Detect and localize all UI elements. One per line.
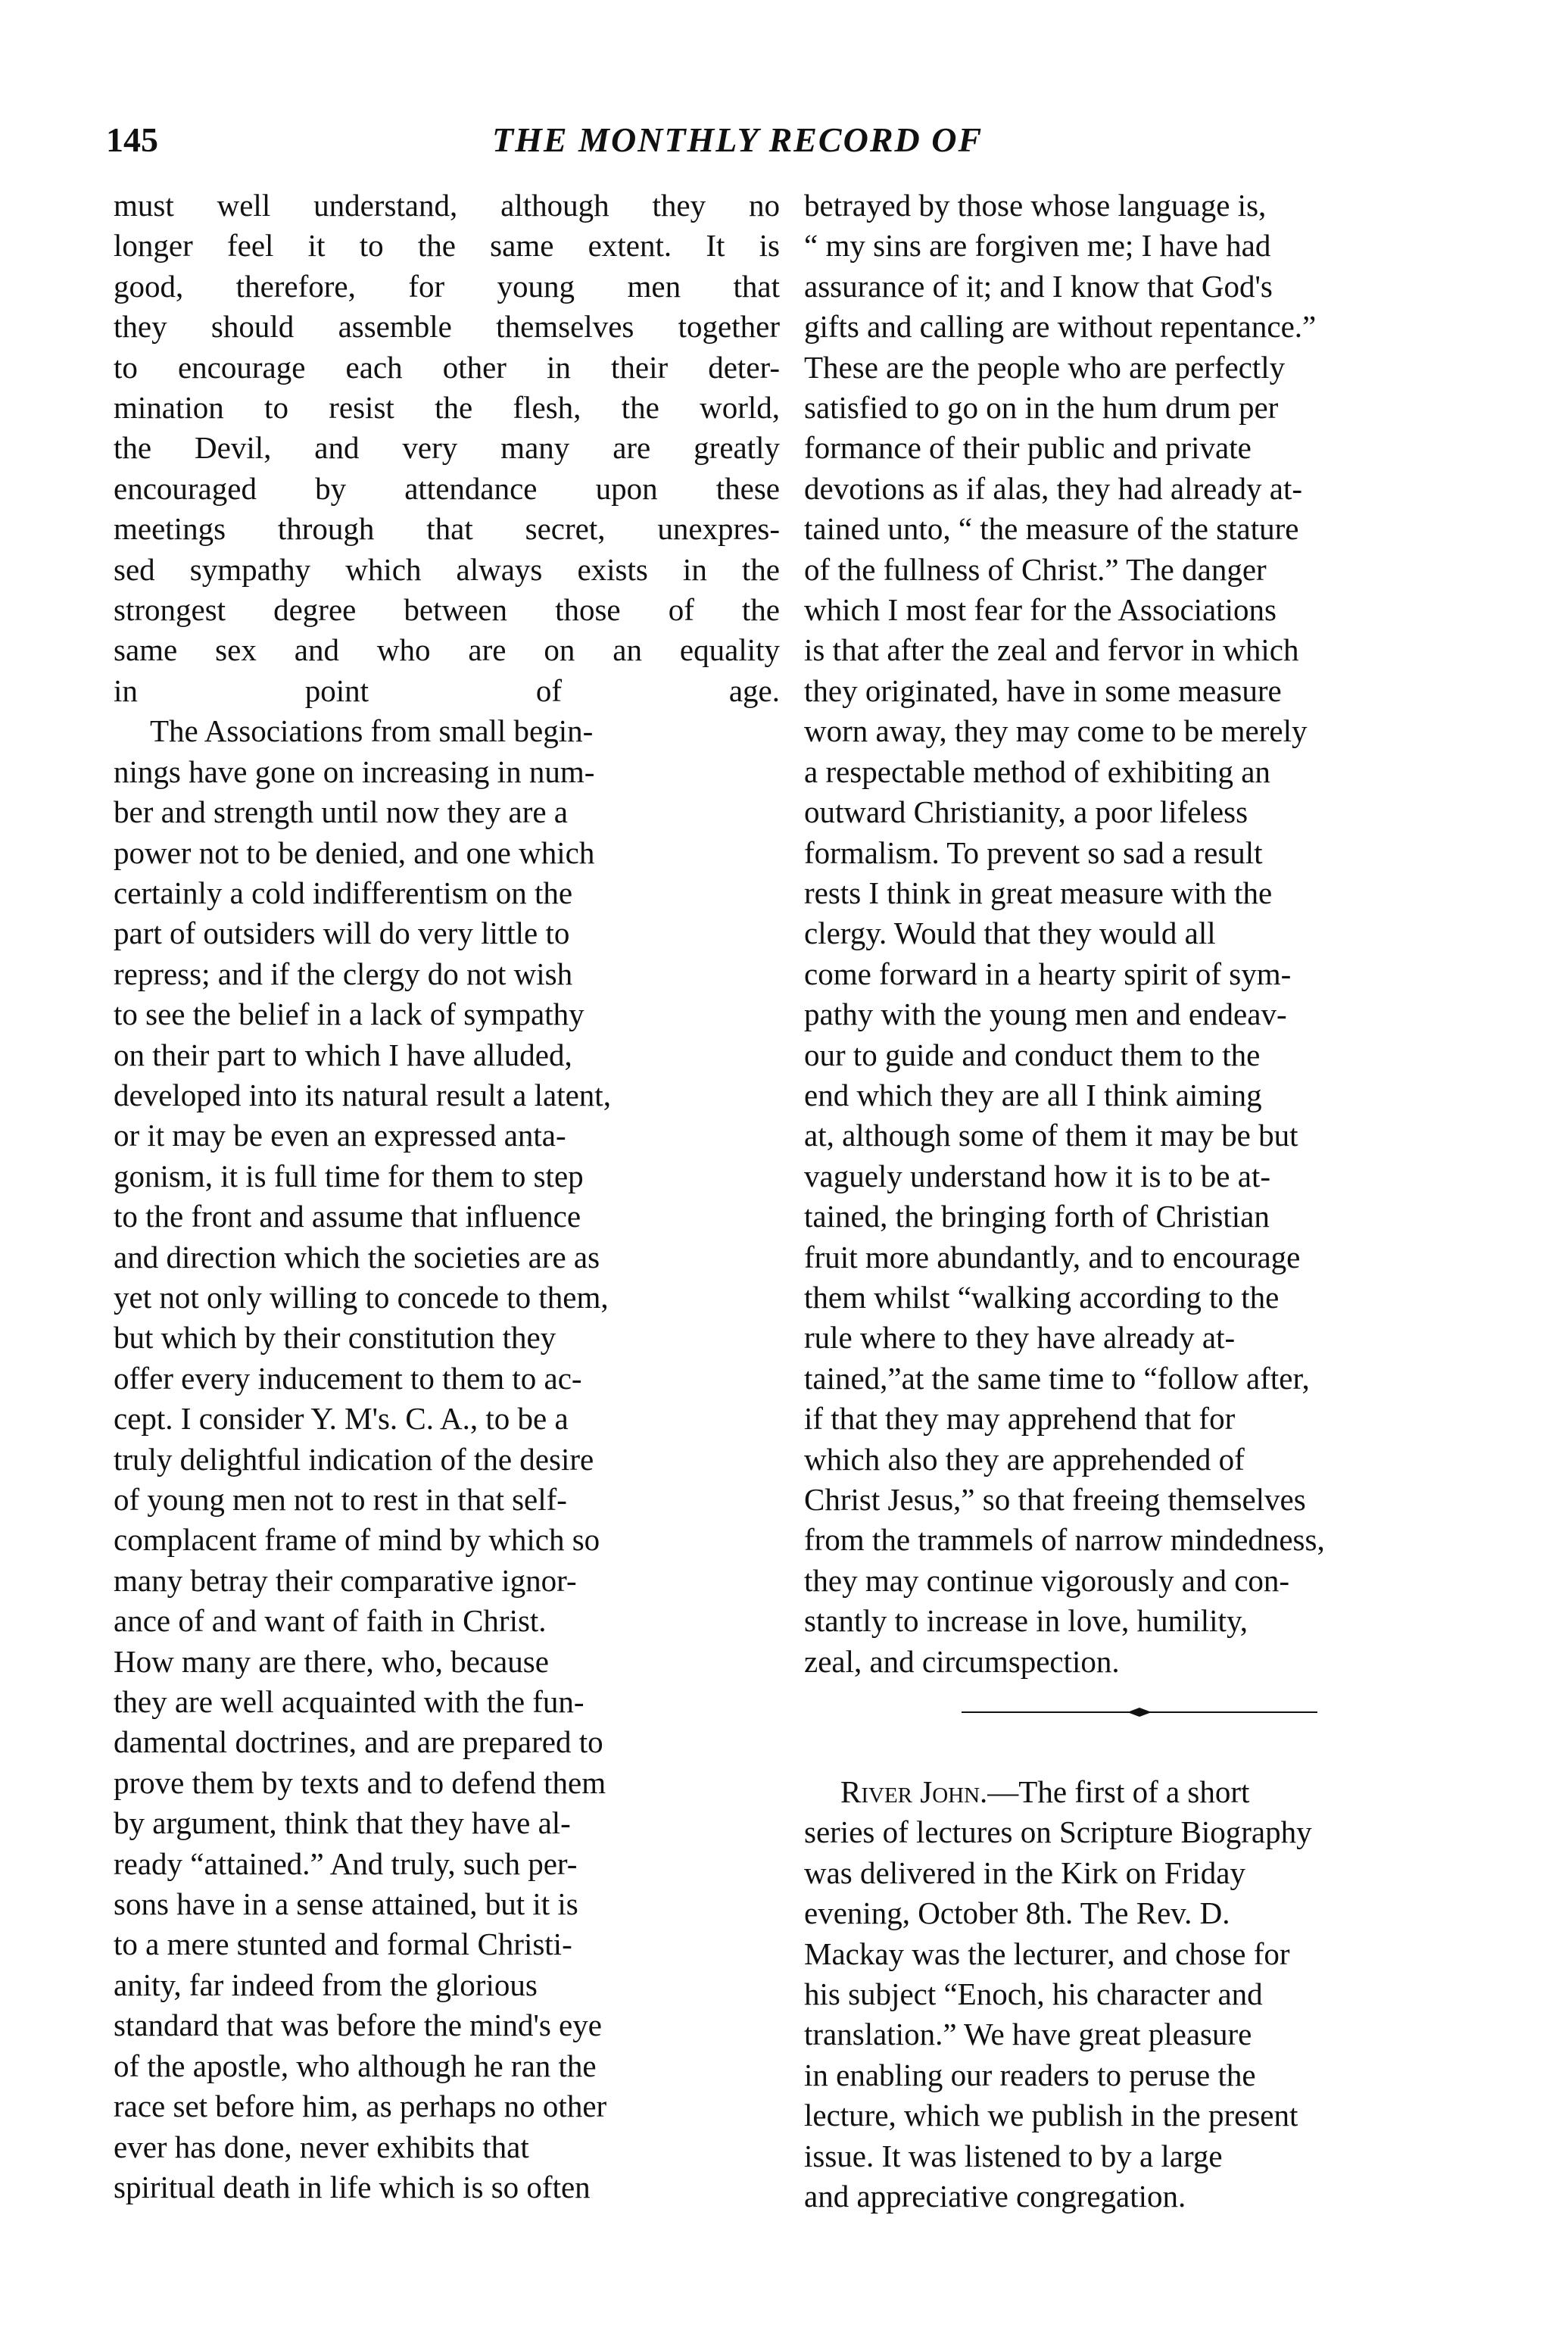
page-number: 145 bbox=[106, 120, 158, 159]
news-heading: River John. bbox=[840, 1774, 988, 1809]
news-paragraph bbox=[804, 1772, 1470, 2217]
news-body: —The first of a short series of lectures on Scripture Biography was delivered in the Kirk on Friday evening, October 8th. The Rev. D. Mackay was the lecturer, and chose for his subject “Enoch, his character and translation.” We have great pleasure in enabling our readers to peruse the lecture, which we publish in the present issue. It was listened to by a large and appreciative congregation. bbox=[804, 1774, 1312, 2214]
left-paragraph-1: must well understand, although they no longer feel it to the same extent. It is good, therefore, for young men that they should assemble themselves together to encourage each other in their deter- mination to resist the flesh, the world, the Devil, and very many are greatly encouraged by attendance upon these meetings through that secret, unexpres- sed sympathy which always exists in the strongest degree between those of the same sex and who are on an equality in point of age. bbox=[114, 188, 780, 708]
divider-diamond-icon bbox=[1127, 1708, 1152, 1717]
running-title: THE MONTHLY RECORD OF bbox=[492, 120, 984, 159]
left-column bbox=[114, 186, 780, 2207]
news-item-river-john bbox=[804, 1772, 1470, 2217]
right-paragraph-1: betrayed by those whose language is, “ my sins are forgiven me; I have had assurance of it; and I know that God's gifts and calling are without repentance.” These are the people who are perfectly satisfied to go on in the hum drum per formance of their public and private devotions as if alas, they had already at- tained unto, “ the measure of the stature of the fullness of Christ.” The danger which I most fear for the Associations is that after the zeal and fervor in which they originated, have in some measure worn away, they may come to be merely a respectable method of exhibiting an outward Christianity, a poor lifeless formalism. To prevent so sad a result rests I think in great measure with the clergy. Would that they would all come forward in a hearty spirit of sym- pathy with the young men and endeav- our to guide and conduct them to the end which they are all I think aiming at, although some of them it may be but vaguely understand how it is to be at- tained, the bringing forth of Christian fruit more abundantly, and to encourage them whilst “walking according to the rule where to they have already at- tained,”at the same time to “follow after, if that they may apprehend that for which also they are apprehended of Christ Jesus,” so that freeing themselves from the trammels of narrow mindedness, they may continue vigorously and con- stantly to increase in love, humility, zeal, and circumspection. bbox=[804, 188, 1325, 1679]
left-paragraph-2: The Associations from small begin- nings have gone on increasing in num- ber and strength until now they are a power not to be denied, and one which certainly a cold indifferentism on the part of outsiders will do very little to repress; and if the clergy do not wish to see the belief in a lack of sympathy on their part to which I have alluded, developed into its natural result a latent, or it may be even an expressed anta- gonism, it is full time for them to step to the front and assume that influence and direction which the societies are as yet not only willing to concede to them, but which by their constitution they offer every inducement to them to ac- cept. I consider Y. M's. C. A., to be a truly delightful indication of the desire of young men not to rest in that self- complacent frame of mind by which so many betray their comparative ignor- ance of and want of faith in Christ. How many are there, who, because they are well acquainted with the fun- damental doctrines, and are prepared to prove them by texts and to defend them by argument, think that they have al- ready “attained.” And truly, such per- sons have in a sense attained, but it is to a mere stunted and formal Christi- anity, far indeed from the glorious standard that was before the mind's eye of the apostle, who although he ran the race set before him, as perhaps no other ever has done, never exhibits that spiritual death in life which is so often bbox=[114, 713, 611, 2204]
right-column bbox=[804, 186, 1470, 1682]
page-header bbox=[106, 114, 1469, 167]
section-divider-ornament bbox=[962, 1708, 1317, 1717]
